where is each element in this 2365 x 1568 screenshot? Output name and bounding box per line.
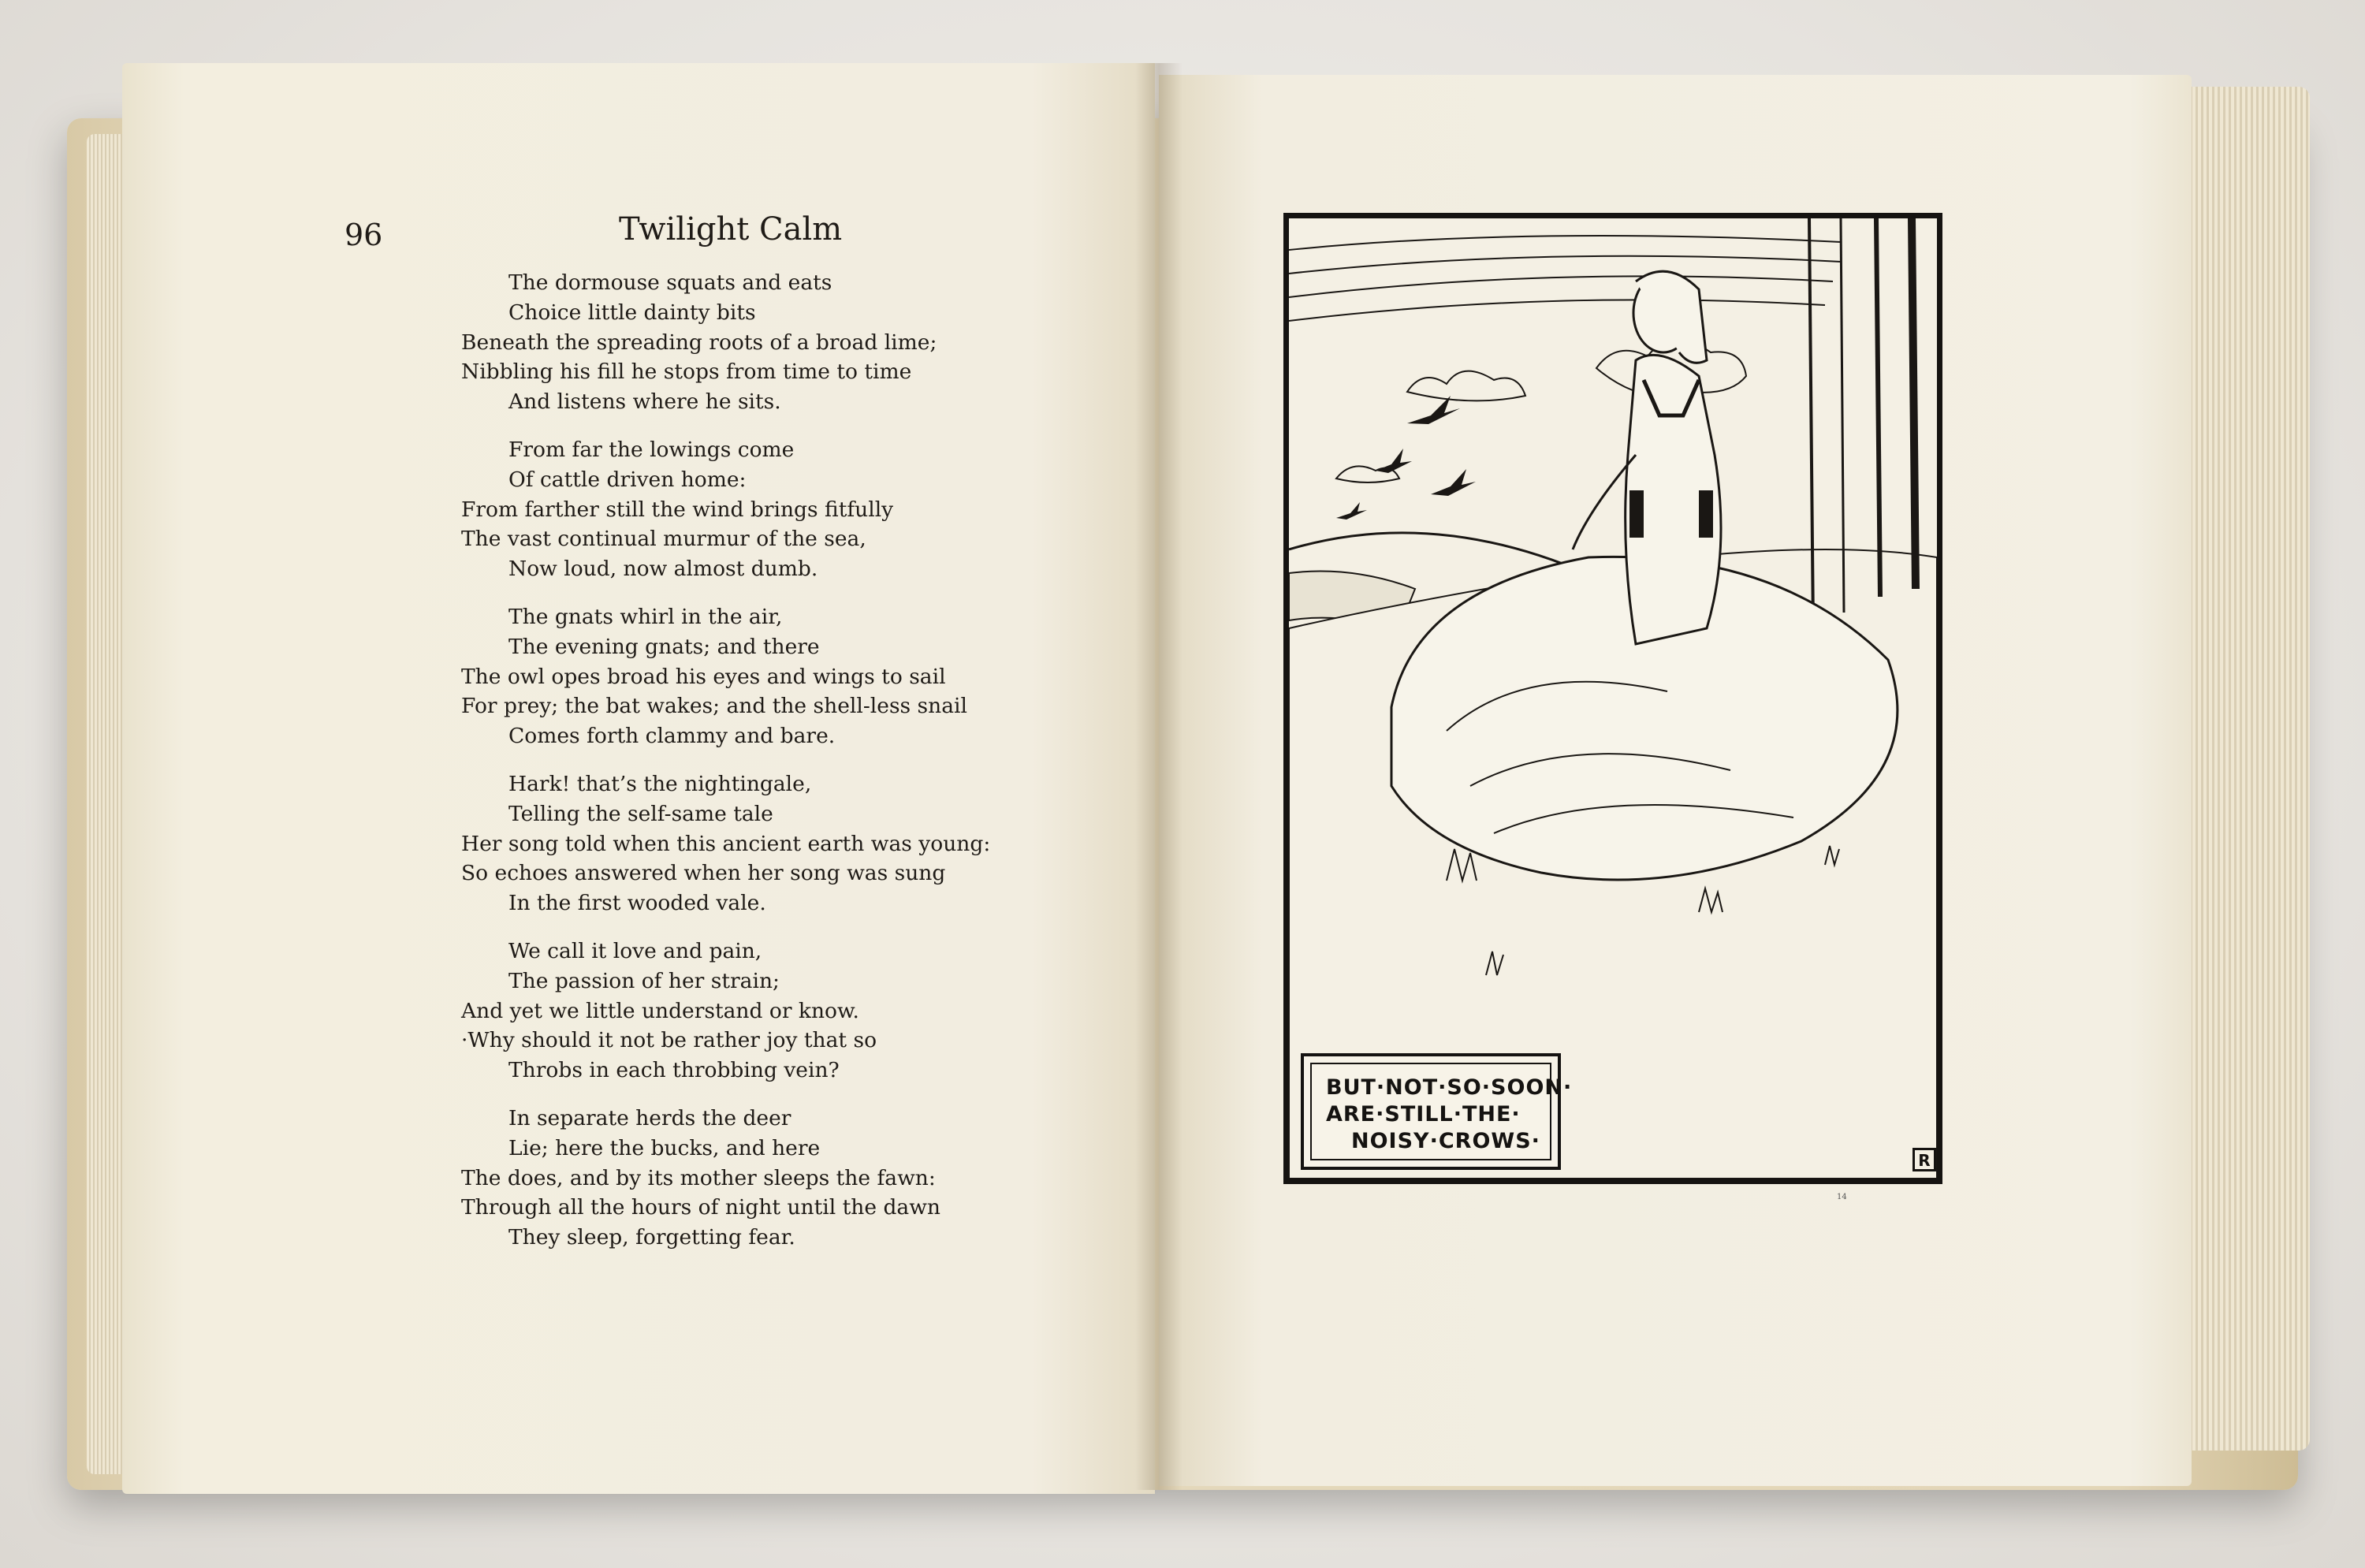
stanza <box>461 937 1139 1086</box>
poem-line: Now loud, now almost dumb. <box>508 557 818 582</box>
poem-line: Throbs in each throbbing vein? <box>508 1058 840 1083</box>
stanza <box>461 769 1139 918</box>
stanza <box>461 435 1139 584</box>
poem-line: Of cattle driven home: <box>508 467 747 492</box>
poem-title: Twilight Calm <box>619 211 843 248</box>
stanza <box>461 1104 1139 1253</box>
poem-line: Lie; here the bucks, and here <box>508 1135 821 1160</box>
poem-line: Through all the hours of night until the dawn <box>461 1195 940 1220</box>
poem-line: Hark! that’s the nightingale, <box>508 771 812 796</box>
caption-line: NOISY·CROWS· <box>1351 1129 1540 1153</box>
poem-line: In the first wooded vale. <box>508 891 766 916</box>
caption-line: BUT·NOT·SO·SOON· <box>1326 1075 1573 1100</box>
artist-monogram: R <box>1912 1148 1936 1171</box>
stanza <box>461 602 1139 751</box>
plate-number: 14 <box>1837 1193 1847 1201</box>
poem-line: Comes forth clammy and bare. <box>508 724 836 749</box>
poem-line: The vast continual murmur of the sea, <box>461 527 866 552</box>
poem-line: From farther still the wind brings fitfully <box>461 497 894 522</box>
poem-line: Her song told when this ancient earth was young: <box>461 831 991 856</box>
poem-line: Choice little dainty bits <box>508 300 756 325</box>
poem-line: Nibbling his fill he stops from time to time <box>461 359 912 385</box>
poem-line: The evening gnats; and there <box>508 634 820 659</box>
poem-text <box>461 268 1139 1271</box>
poem-line: Beneath the spreading roots of a broad lime; <box>461 330 937 355</box>
poem-line: The does, and by its mother sleeps the fawn: <box>461 1165 936 1190</box>
poem-line: In separate herds the deer <box>508 1105 791 1130</box>
poem-line: From far the lowings come <box>508 437 795 462</box>
poem-line: For prey; the bat wakes; and the shell-less snail <box>461 694 967 719</box>
poem-line: ·Why should it not be rather joy that so <box>461 1028 877 1053</box>
book-gutter <box>1135 63 1182 1490</box>
woman-on-hillside-illustration <box>1289 218 1937 1179</box>
poem-line: They sleep, forgetting fear. <box>508 1225 795 1250</box>
poem-line: So echoes answered when her song was sung <box>461 861 946 886</box>
poem-line: The owl opes broad his eyes and wings to sail <box>461 664 946 689</box>
poem-line: The gnats whirl in the air, <box>508 604 783 629</box>
illustration-plate <box>1283 213 1942 1184</box>
caption-banner <box>1301 1053 1573 1170</box>
caption-line: ARE·STILL·THE· <box>1326 1102 1521 1127</box>
poem-line: Telling the self-same tale <box>508 801 773 826</box>
poem-line: And listens where he sits. <box>508 389 781 415</box>
stanza <box>461 268 1139 417</box>
poem-line: And yet we little understand or know. <box>461 998 859 1023</box>
page-number: 96 <box>345 218 383 252</box>
poem-line: The dormouse squats and eats <box>508 270 832 295</box>
poem-line: We call it love and pain, <box>508 938 762 963</box>
page-edges-right <box>2176 87 2310 1451</box>
poem-line: The passion of her strain; <box>508 968 780 993</box>
